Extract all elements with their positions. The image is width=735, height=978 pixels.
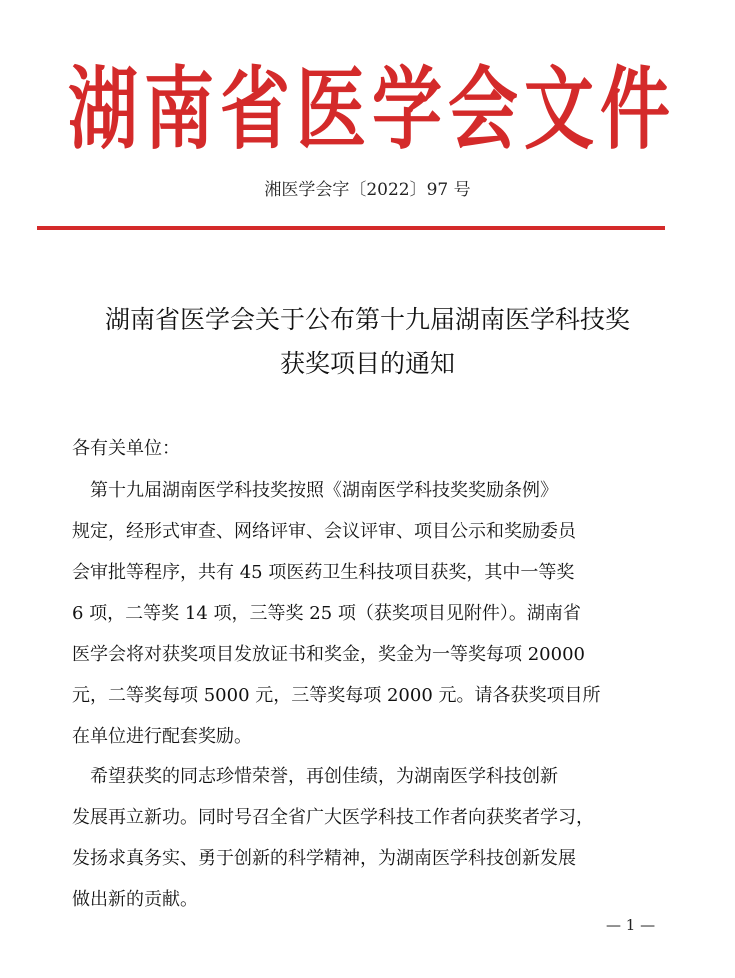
paragraph-line: 希望获奖的同志珍惜荣誉，再创佳绩，为湖南医学科技创新 <box>72 766 558 787</box>
document-masthead: 湖南省医学会文件 <box>68 57 676 163</box>
paragraph-line: 6 项，二等奖 14 项，三等奖 25 项（获奖项目见附件）。湖南省 <box>72 603 581 624</box>
notice-title-line-2: 获奖项目的通知 <box>279 349 455 378</box>
page-number: — 1 — <box>606 916 656 934</box>
paragraph-line: 会审批等程序，共有 45 项医药卫生科技项目获奖，其中一等奖 <box>72 562 575 583</box>
body-paragraph-2 <box>72 756 672 920</box>
document-number: 湘医学会字〔2022〕97 号 <box>264 180 471 200</box>
paragraph-line: 医学会将对获奖项目发放证书和奖金，奖金为一等奖每项 20000 <box>72 644 585 665</box>
red-separator-line <box>37 226 665 230</box>
notice-title <box>60 298 675 386</box>
salutation: 各有关单位： <box>72 438 180 459</box>
paragraph-line: 规定，经形式审查、网络评审、会议评审、项目公示和奖励委员 <box>72 521 576 542</box>
paragraph-line: 第十九届湖南医学科技奖按照《湖南医学科技奖奖励条例》 <box>72 480 558 501</box>
body-paragraph-1 <box>72 470 672 757</box>
notice-title-line-1: 湖南省医学会关于公布第十九届湖南医学科技奖 <box>104 305 630 334</box>
paragraph-line: 发扬求真务实、勇于创新的科学精神，为湖南医学科技创新发展 <box>72 848 576 869</box>
paragraph-line: 元，二等奖每项 5000 元，三等奖每项 2000 元。请各获奖项目所 <box>72 685 601 706</box>
paragraph-line: 在单位进行配套奖励。 <box>72 726 252 747</box>
paragraph-line: 发展再立新功。同时号召全省广大医学科技工作者向获奖者学习， <box>72 807 594 828</box>
paragraph-line: 做出新的贡献。 <box>72 889 198 910</box>
